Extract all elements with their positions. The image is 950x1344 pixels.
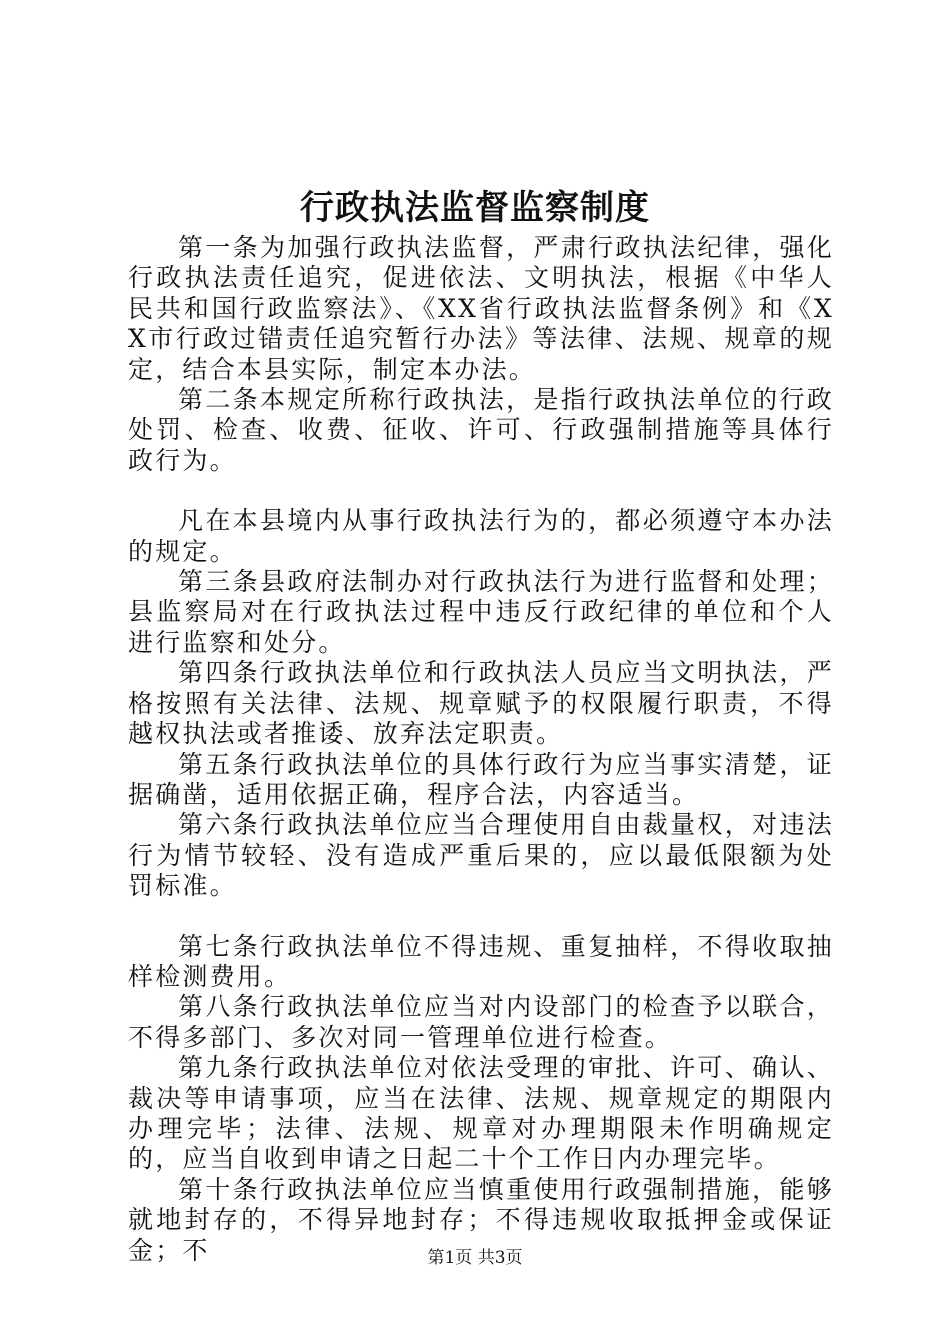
paragraph-article-1: 第一条为加强行政执法监督，严肃行政执法纪律，强化行政执法责任追究，促进依法、文明执法，根据《中华人民共和国行政监察法》、《XX省行政执法监督条例》和《XX市行政过错责任追究暂行办法》等法律、法规、规章的规定，结合本县实际，制定本办法。	[128, 233, 834, 384]
paragraph-article-2: 第二条本规定所称行政执法，是指行政执法单位的行政处罚、检查、收费、征收、许可、行政强制措施等具体行政行为。	[128, 385, 834, 475]
paragraph-article-7: 第七条行政执法单位不得违规、重复抽样，不得收取抽样检测费用。	[128, 931, 834, 991]
paragraph-article-8: 第八条行政执法单位应当对内设部门的检查予以联合，不得多部门、多次对同一管理单位进行检查。	[128, 992, 834, 1052]
document-title: 行政执法监督监察制度	[300, 188, 650, 228]
paragraph-article-9: 第九条行政执法单位对依法受理的审批、许可、确认、裁决等申请事项，应当在法律、法规、规章规定的期限内办理完毕；法律、法规、规章对办理期限未作明确规定的，应当自收到申请之日起二十个工作日内办理完毕。	[128, 1053, 834, 1174]
paragraph-article-6: 第六条行政执法单位应当合理使用自由裁量权，对违法行为情节较轻、没有造成严重后果的，应以最低限额为处罚标准。	[128, 810, 834, 901]
paragraph-article-3: 第三条县政府法制办对行政执法行为进行监督和处理；县监察局对在行政执法过程中违反行政纪律的单位和个人进行监察和处分。	[128, 567, 834, 657]
paragraph-scope: 凡在本县境内从事行政执法行为的，都必须遵守本办法的规定。	[128, 506, 834, 566]
paragraph-article-10: 第十条行政执法单位应当慎重使用行政强制措施，能够就地封存的，不得异地封存；不得违规收取抵押金或保证金；不	[128, 1174, 834, 1265]
document-body	[128, 233, 834, 1266]
page-number-footer: 第1页 共3页	[427, 1248, 523, 1268]
paragraph-article-4: 第四条行政执法单位和行政执法人员应当文明执法，严格按照有关法律、法规、规章赋予的权限履行职责，不得越权执法或者推诿、放弃法定职责。	[128, 658, 834, 749]
paragraph-article-5: 第五条行政执法单位的具体行政行为应当事实清楚，证据确凿，适用依据正确，程序合法，内容适当。	[128, 749, 834, 809]
